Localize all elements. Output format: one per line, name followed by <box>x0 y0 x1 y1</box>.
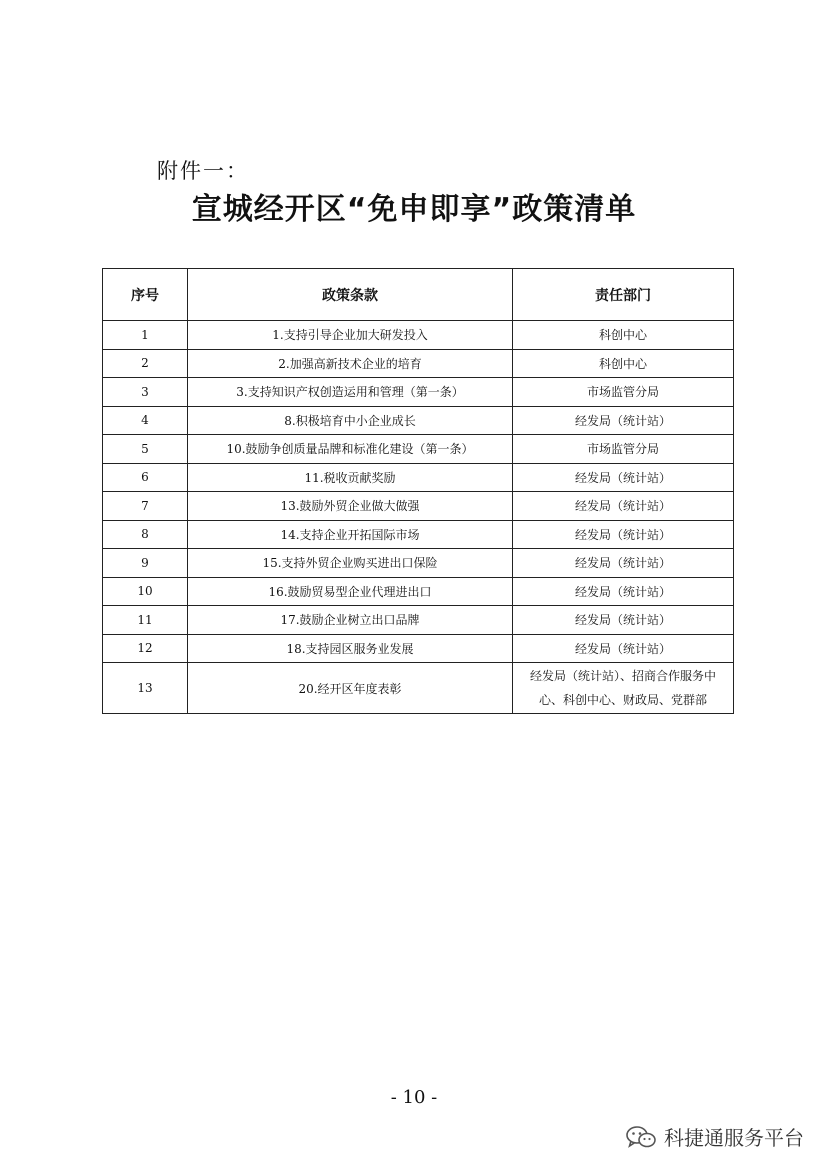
row-dept: 经发局（统计站） <box>513 406 734 435</box>
row-dept: 市场监管分局 <box>513 378 734 407</box>
row-policy: 3.支持知识产权创造运用和管理（第一条） <box>188 378 513 407</box>
row-dept: 科创中心 <box>513 321 734 350</box>
row-seq: 5 <box>103 435 188 464</box>
row-dept: 经发局（统计站） <box>513 492 734 521</box>
header-dept: 责任部门 <box>513 269 734 321</box>
row-dept: 经发局（统计站） <box>513 634 734 663</box>
row-policy: 13.鼓励外贸企业做大做强 <box>188 492 513 521</box>
row-policy: 18.支持园区服务业发展 <box>188 634 513 663</box>
watermark <box>626 1122 804 1151</box>
row-seq: 7 <box>103 492 188 521</box>
row-policy: 16.鼓励贸易型企业代理进出口 <box>188 577 513 606</box>
table-row <box>103 349 734 378</box>
row-seq: 2 <box>103 349 188 378</box>
table-row <box>103 378 734 407</box>
table-row <box>103 463 734 492</box>
row-seq: 13 <box>103 663 188 714</box>
table-row <box>103 577 734 606</box>
row-policy: 11.税收贡献奖励 <box>188 463 513 492</box>
row-policy: 17.鼓励企业树立出口品牌 <box>188 606 513 635</box>
row-seq: 3 <box>103 378 188 407</box>
table-row <box>103 406 734 435</box>
row-policy: 1.支持引导企业加大研发投入 <box>188 321 513 350</box>
row-policy: 15.支持外贸企业购买进出口保险 <box>188 549 513 578</box>
row-policy: 8.积极培育中小企业成长 <box>188 406 513 435</box>
table-row <box>103 663 734 714</box>
page-number: - 10 - <box>390 1087 438 1108</box>
table-row <box>103 435 734 464</box>
row-dept: 科创中心 <box>513 349 734 378</box>
row-seq: 11 <box>103 606 188 635</box>
row-dept: 经发局（统计站） <box>513 463 734 492</box>
header-seq: 序号 <box>103 269 188 321</box>
header-policy: 政策条款 <box>188 269 513 321</box>
row-dept: 经发局（统计站）、招商合作服务中心、科创中心、财政局、党群部 <box>513 663 734 714</box>
table-row <box>103 492 734 521</box>
policy-table <box>102 268 734 714</box>
document-title: 宣城经开区“免申即享”政策清单 <box>191 192 637 227</box>
row-seq: 6 <box>103 463 188 492</box>
watermark-text: 科捷通服务平台 <box>664 1126 804 1150</box>
table-row <box>103 606 734 635</box>
row-policy: 10.鼓励争创质量品牌和标准化建设（第一条） <box>188 435 513 464</box>
table-header-row <box>103 269 734 321</box>
table-row <box>103 321 734 350</box>
row-seq: 10 <box>103 577 188 606</box>
row-policy: 20.经开区年度表彰 <box>188 663 513 714</box>
row-seq: 4 <box>103 406 188 435</box>
row-seq: 9 <box>103 549 188 578</box>
row-dept: 市场监管分局 <box>513 435 734 464</box>
row-seq: 12 <box>103 634 188 663</box>
table-row <box>103 634 734 663</box>
table-row <box>103 520 734 549</box>
table-row <box>103 549 734 578</box>
annex-label: 附件一： <box>157 159 249 183</box>
row-seq: 8 <box>103 520 188 549</box>
row-seq: 1 <box>103 321 188 350</box>
row-policy: 14.支持企业开拓国际市场 <box>188 520 513 549</box>
row-dept: 经发局（统计站） <box>513 549 734 578</box>
row-dept: 经发局（统计站） <box>513 520 734 549</box>
row-policy: 2.加强高新技术企业的培育 <box>188 349 513 378</box>
wechat-icon <box>626 1125 656 1149</box>
row-dept: 经发局（统计站） <box>513 606 734 635</box>
row-dept: 经发局（统计站） <box>513 577 734 606</box>
